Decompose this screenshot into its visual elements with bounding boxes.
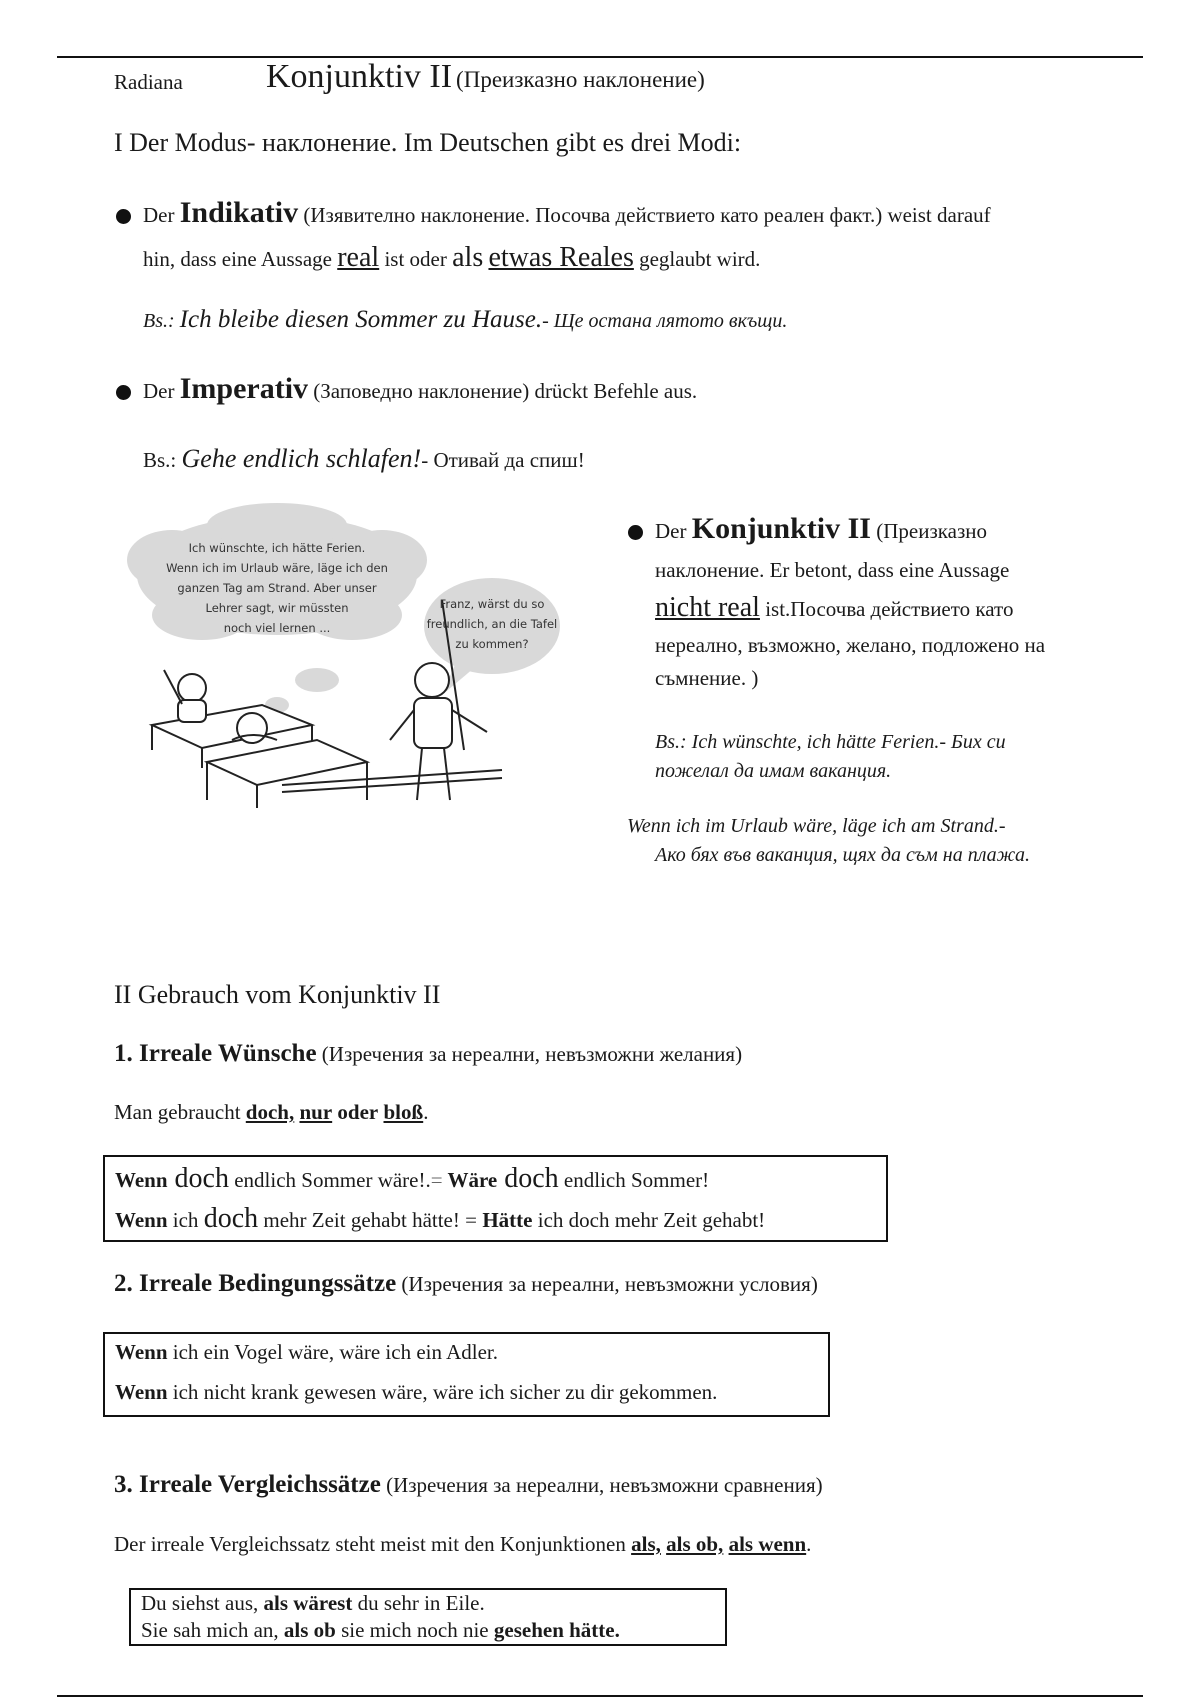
speech-line: freundlich, an die Tafel [426,617,558,631]
word-oder: oder [337,1100,379,1124]
indikativ-desc2a: hin, dass eine Aussage [143,247,332,271]
als-waerest: als wärest [263,1591,353,1615]
example-box-vergleich [129,1588,727,1646]
der-label: Der [655,519,687,543]
konjunktiv-line2: наклонение. Er betont, dass eine Aussage [655,558,1010,582]
wenn-word: Wenn [115,1208,168,1232]
s3-text-lead: Der irreale Vergleichssatz steht meist mit den Konjunktionen [114,1532,626,1556]
indikativ-desc2b: ist oder [384,247,447,271]
thought-line: Lehrer sagt, wir müssten [205,601,349,615]
doch-word: doch [167,1163,229,1194]
word-als-ob: als ob, [666,1532,724,1556]
thought-line: noch viel lernen ... [223,621,331,635]
speech-line: zu kommen? [455,637,529,651]
s3-text [114,1532,811,1557]
equals-sign: = [430,1168,443,1192]
wenn-word: Wenn [115,1380,168,1404]
doch-word: doch [203,1203,259,1234]
bullet-icon [116,385,131,400]
title-sub: (Преизказно наклонение) [456,67,705,92]
thought-line: ganzen Tag am Strand. Aber unser [177,581,377,595]
word-nur: nur [299,1100,333,1124]
doch-word: doch [497,1163,559,1194]
title-main: Konjunktiv II [266,58,453,95]
example-label: Bs.: [143,448,177,472]
konjunktiv-desc3: ist.Посочва действието като [765,597,1014,621]
box2-text: ich ein Vogel wäre, wäre ich ein Adler. [167,1340,498,1364]
box1-text: mehr Zeit gehabt hätte! [258,1208,466,1232]
box1-text: ich [167,1208,204,1232]
s3-heading [114,1471,823,1499]
s3-period: . [806,1532,812,1556]
bullet-icon [116,209,131,224]
word-doch: doch, [245,1100,295,1124]
s2-subtitle: (Изречения за нереални, невъзможни условия) [401,1272,818,1296]
page-title [266,58,705,96]
speech-text [422,594,562,654]
thought-line: Wenn ich im Urlaub wäre, läge ich den [166,561,388,575]
box1-line2 [115,1203,765,1235]
imperativ-desc: (Заповедно наклонение) drückt Befehle aus. [313,379,698,403]
thought-text [152,538,402,638]
indikativ-example [143,306,787,334]
real-word: real [337,242,380,273]
box1-text: endlich Sommer! [558,1168,710,1192]
author-name: Radiana [114,70,183,94]
nicht-real: nicht real [655,592,760,623]
konjunktiv-line1 [655,512,987,546]
box3-line2 [141,1618,620,1643]
example-label: Bs.: [143,310,175,332]
box2-line2 [115,1380,717,1405]
indikativ-line1 [143,196,991,230]
haette-word: Hätte [477,1208,533,1232]
indikativ-desc: (Изявително наклонение. Посочва действието като реален факт.) weist darauf [303,203,991,227]
imperativ-term: Imperativ [179,372,309,405]
konjunktiv-line5: съмнение. ) [655,666,759,690]
konjunktiv-example1a: Bs.: Ich wünschte, ich hätte Ferien.- Бих си [655,731,1006,753]
konjunktiv-line3 [655,592,1013,624]
box3-text: du sehr in Eile. [352,1591,485,1615]
indikativ-line2 [143,242,760,274]
indikativ-desc2c: geglaubt wird. [639,247,761,271]
konjunktiv-example1b: пожелал да имам ваканция. [655,760,892,782]
imperativ-line [143,372,697,406]
example-bg: - Ще остана лятото вкъщи. [542,310,788,332]
s1-text-lead: Man gebraucht [114,1100,241,1124]
als-word: als [452,242,484,273]
classroom-illustration [112,500,612,810]
box1-text: ich doch mehr Zeit gehabt! [532,1208,766,1232]
als-ob: als ob [283,1618,336,1642]
s1-text [114,1100,428,1125]
imperativ-example [143,444,585,474]
konjunktiv-desc1: (Преизказно [876,519,987,543]
s3-subtitle: (Изречения за нереални, невъзможни сравнения) [386,1473,823,1497]
thought-line: Ich wünschte, ich hätte Ferien. [188,541,366,555]
waere-word: Wäre [442,1168,498,1192]
wenn-word: Wenn [115,1168,168,1192]
s2-title: 2. Irreale Bedingungssätze [114,1270,397,1297]
konjunktiv-example2a: Wenn ich im Urlaub wäre, läge ich am Strand.- [627,815,1006,837]
s2-heading [114,1270,818,1298]
wenn-word: Wenn [115,1340,168,1364]
box1-text: endlich Sommer wäre!. [228,1168,431,1192]
bullet-icon [628,525,643,540]
s3-title: 3. Irreale Vergleichssätze [114,1471,381,1498]
intro-heading: I Der Modus- наклонение. Im Deutschen gibt es drei Modi: [114,128,742,157]
box3-text: sie mich noch nie [335,1618,494,1642]
gesehen-haette: gesehen hätte. [493,1618,620,1642]
indikativ-term: Indikativ [179,196,299,229]
example-de: Ich bleibe diesen Sommer zu Hause. [179,306,543,333]
student-girl [164,670,206,722]
word-als: als, [631,1532,661,1556]
bottom-rule [57,1695,1143,1697]
konjunktiv-line4: нереално, възможно, желано, подложено на [655,633,1046,657]
example-bg: - Отивай да спиш! [421,448,585,472]
example-box-wuensche [103,1155,888,1242]
s1-subtitle: (Изречения за нереални, невъзможни желания) [321,1042,743,1066]
word-bloss: bloß [383,1100,424,1124]
box3-text: Sie sah mich an, [141,1618,284,1642]
s1-heading [114,1040,742,1068]
s1-period: . [423,1100,429,1124]
s1-title: 1. Irreale Wünsche [114,1040,317,1067]
speech-line: Franz, wärst du so [439,597,545,611]
example-de: Gehe endlich schlafen! [181,444,422,473]
konjunktiv-term: Konjunktiv II [691,512,871,545]
box2-line1 [115,1340,498,1365]
der-label: Der [143,379,175,403]
box2-text: ich nicht krank gewesen wäre, wäre ich sicher zu dir gekommen. [167,1380,718,1404]
der-label: Der [143,203,175,227]
etwas-reales: etwas Reales [488,242,634,273]
box3-line1 [141,1591,485,1616]
box3-text: Du siehst aus, [141,1591,264,1615]
section2-heading: II Gebrauch vom Konjunktiv II [114,980,441,1009]
example-box-bedingung [103,1332,830,1417]
word-als-wenn: als wenn [728,1532,807,1556]
equals-sign: = [465,1208,478,1232]
konjunktiv-example2b: Ако бях във ваканция, щях да съм на плажа. [655,844,1031,866]
box1-line1 [115,1163,709,1195]
